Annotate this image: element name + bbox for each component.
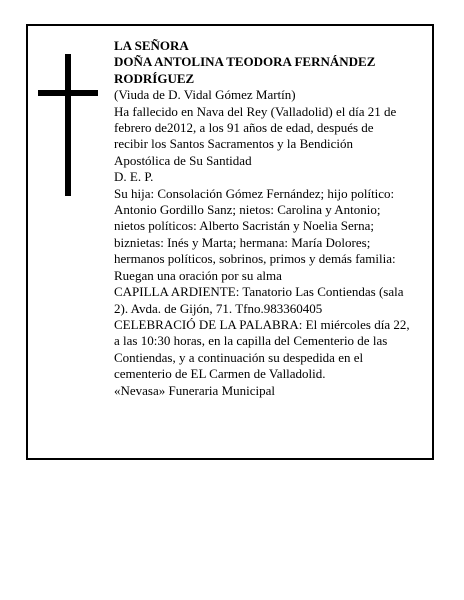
funeral-home-line: «Nevasa» Funeraria Municipal — [114, 382, 276, 398]
cross-vertical-bar — [65, 54, 71, 196]
prayer-request-line: Ruegan una oración por su alma — [114, 267, 282, 283]
notice-heading: LA SEÑORA — [114, 38, 189, 53]
ceremony-paragraph: CELEBRACIÓ DE LA PALABRA: El miércoles día 22, a las 10:30 horas, en la capilla del Cementerio de las Contiendas, y a continuación su despedida en el cementerio de EL Carmen de Valladolid. — [114, 316, 410, 382]
deceased-name-line-2: RODRÍGUEZ — [114, 70, 195, 86]
obituary-notice — [26, 24, 434, 460]
deceased-name-line-1: DOÑA ANTOLINA TEODORA FERNÁNDEZ — [114, 54, 376, 70]
chapel-paragraph: CAPILLA ARDIENTE: Tanatorio Las Contiendas (sala 2). Avda. de Gijón, 71. Tfno.983360405 — [114, 284, 404, 316]
cross-horizontal-bar — [38, 90, 98, 96]
family-paragraph: Su hija: Consolación Gómez Fernández; hijo político: Antonio Gordillo Sanz; nietos: Carolina y Antonio; nietos políticos: Alberto Sacristán y Noelia Serna; biznietas: Inés y Marta; hermana: María Dolores; hermanos políticos, sobrinos, primos y demás familia: — [114, 185, 396, 267]
widow-of-line: (Viuda de D. Vidal Gómez Martín) — [114, 87, 296, 103]
latin-cross-icon — [38, 54, 98, 196]
death-info-paragraph: Ha fallecido en Nava del Rey (Valladolid) el día 21 de febrero de2012, a los 91 años de edad, después de recibir los Santos Sacramentos y la Bendición Apostólica de Su Santidad — [114, 103, 397, 168]
rip-line: D. E. P. — [114, 169, 154, 185]
notice-text-block — [114, 38, 410, 399]
